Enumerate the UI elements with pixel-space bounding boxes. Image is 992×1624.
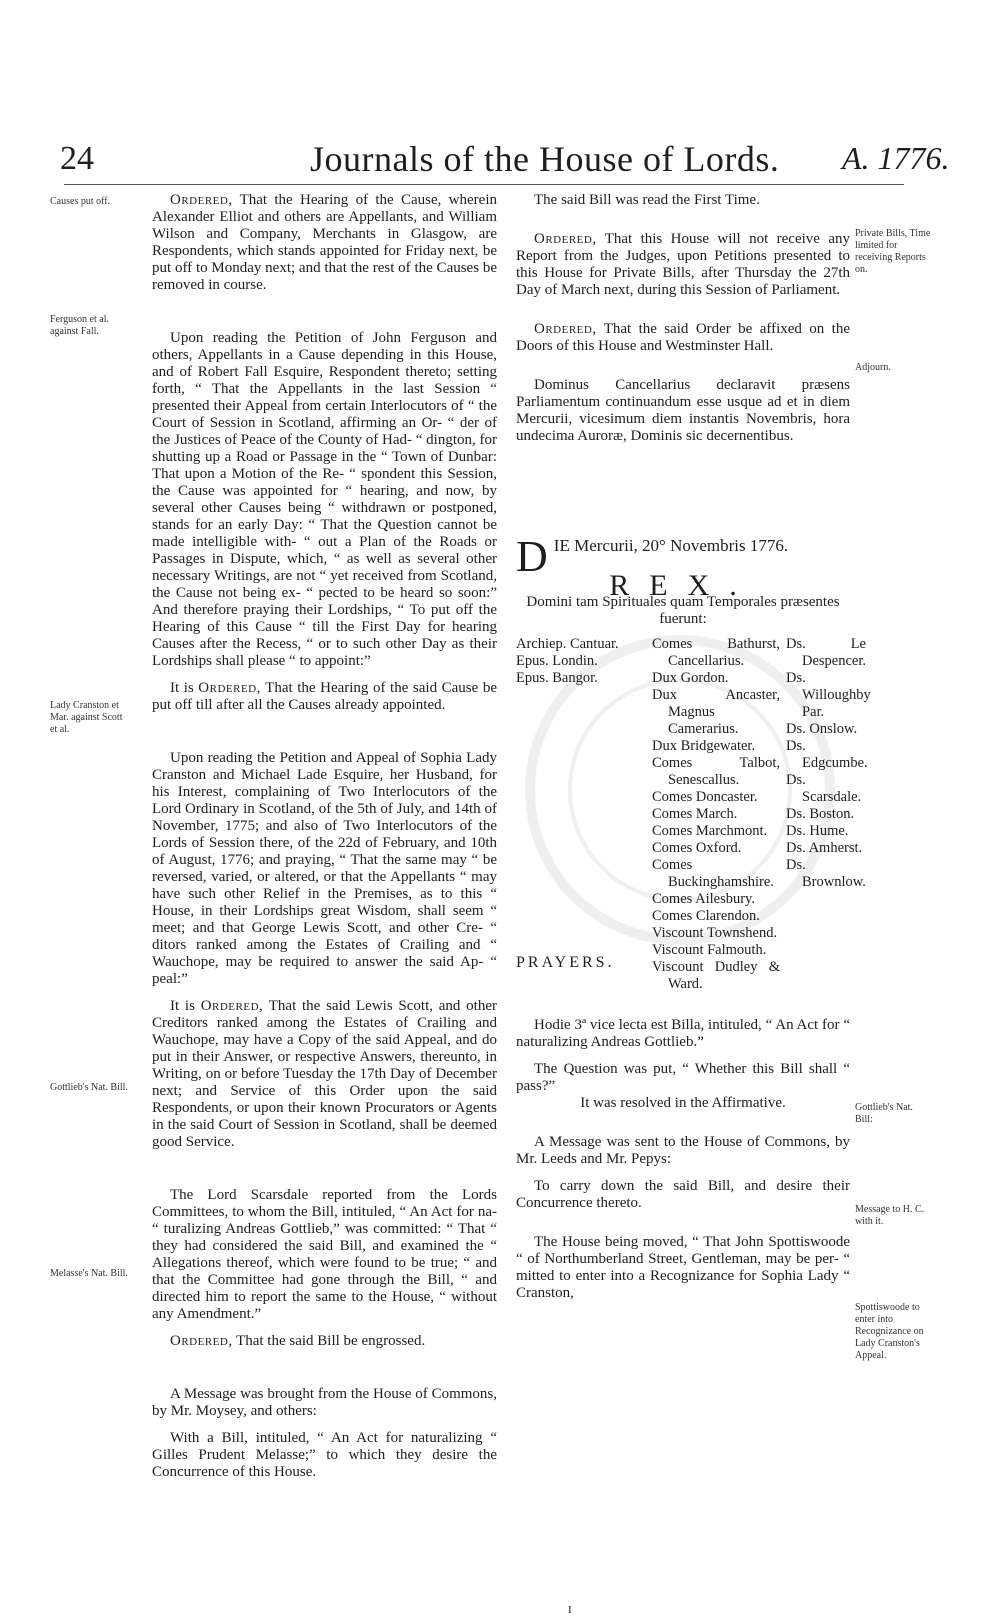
margin-note-ferguson: Ferguson et al. against Fall. — [50, 314, 109, 337]
member-name: Comes Clarendon. — [652, 908, 760, 924]
member-name: Comes Marchmont. — [652, 823, 768, 839]
signature-mark: I — [568, 1604, 572, 1616]
margin-note-causes: Causes put off. — [50, 196, 111, 207]
third-reading: Hodie 3ª vice lecta est Billa, intituled, “ An Act for “ naturalizing Andreas Gottlieb.” — [516, 1017, 850, 1050]
member-name: Ds. Amherst. — [786, 840, 863, 856]
members-spiritual — [516, 636, 648, 687]
journal-title: Journals of the House of Lords. — [310, 139, 780, 179]
margin-note-adjourn: Adjourn. — [855, 362, 891, 373]
member-name: Dux Bridgewater. — [652, 738, 756, 754]
member-name: Ds. Hume. — [786, 823, 849, 839]
margin-note-melasse: Melasse's Nat. Bill. — [50, 1268, 128, 1279]
scarsdale-report: The Lord Scarsdale reported from the Lords Committees, to whom the Bill, intituled, “ An Act for na- “ turalizing Andreas Gottlieb,” was committed: “ That “ they had considered the said Bill, and examined the “ Allegations thereof, which were found to be true; “ and that the Committee had gone through the Bill, “ and directed him to report the same to the House, “ without any Amendment.” — [152, 1187, 497, 1322]
member-name: Comes Buckinghamshire. — [652, 857, 774, 890]
ferguson-order: It is Ordered, That the Hearing of the said Cause be put off till after all the Causes already appointed. — [152, 680, 498, 713]
dropcap: D — [516, 532, 548, 581]
members-barons — [786, 636, 871, 891]
spottiswoode-motion: The House being moved, “ That John Spottiswoode “ of Northumberland Street, Gentleman, may be per- “ mitted to enter into a Recognizance for Sophia Lady “ Cranston, — [516, 1234, 850, 1301]
message-commons: A Message was brought from the House of Commons, by Mr. Moysey, and others: — [152, 1386, 497, 1419]
question-put: The Question was put, “ Whether this Bill shall “ pass?” — [516, 1061, 850, 1094]
private-bills-order: Ordered, That this House will not receive any Report from the Judges, upon Petitions presented to this House for Private Bills, after Thursday the 27th Day of March next, during this Session of Parliament. — [516, 231, 850, 298]
right-column — [516, 192, 871, 1302]
member-name: Comes Oxford. — [652, 840, 742, 856]
resolved: It was resolved in the Affirmative. — [580, 1095, 786, 1111]
rex-heading: REX. — [609, 569, 757, 602]
member-name: Dux Gordon. — [652, 670, 729, 686]
message-sent: A Message was sent to the House of Commons, by Mr. Leeds and Mr. Pepys: — [516, 1134, 850, 1167]
margin-note-cranston: Lady Cranston et Mar. against Scott et al. — [50, 700, 123, 735]
member-name: Ds. Edgcumbe. — [786, 738, 868, 771]
margin-note-gottlieb-right: Gottlieb's Nat. Bill: — [855, 1102, 913, 1125]
affix-order: Ordered, That the said Order be affixed on the Doors of this House and Westminster Hall. — [516, 321, 850, 354]
member-name: Comes Talbot, Senescallus. — [652, 755, 780, 788]
margin-note-spottiswoode: Spottiswoode to enter into Recognizance on Lady Cranston's Appeal. — [855, 1302, 924, 1361]
member-name: Archiep. Cantuar. — [516, 636, 619, 652]
day-heading: DIE Mercurii, 20° Novembris 1776. — [516, 532, 789, 581]
carry-down: To carry down the said Bill, and desire their Concurrence thereto. — [516, 1178, 850, 1211]
cranston-petition: Upon reading the Petition and Appeal of Sophia Lady Cranston and Michael Lade Esquire, her Husband, for his Interest, complaining of Two Interlocutors of the Lord Ordinary in Scotland, of the 5th of July, and 14th of November, 1775; and also of Two Interlocutors of the Lords of Session there, of the 22d of February, and 10th of August, 1776; and praying, “ That the same may “ be reversed, varied, or altered, or that the Appellants “ may have such other Relief in the Premises, as to this “ House, in their Lordships great Wisdom, shall seem “ meet; and that George Lewis Scott, and other Cre- “ ditors ranked among the Estates of Crailing and “ Wauchope, may be required to answer the said Ap- “ peal:” — [152, 750, 497, 987]
ferguson-petition: Upon reading the Petition of John Ferguson and others, Appellants in a Cause depending in this House, and of Robert Fall Esquire, Respondent thereto; setting forth, “ That the Appellants in the last Session “ presented their Appeal from certain Interlocutors of “ the Court of Session in Scotland, affirming an Or- “ der of the Justices of Peace of the County of Had- “ dington, for shutting up a Road or Passage in the “ Town of Dunbar: That upon a Motion of the Re- “ spondent this Session, the Cause was appointed for “ hearing, and now, by several other Causes being “ withdrawn or postponed, stands for an early Day: “ That the Question cannot be made intelligible with- “ out a Plan of the Roads or Passages in Dispute, which, “ as well as several other necessary Writings, are not “ yet received from Scotland, the Cause not being ex- “ pected to be heard so soon:” And therefore praying their Lordships, “ To put off the Hearing of this Cause “ till the First Day for hearing Causes after the Recess, “ or to such other Day as their Lordships shall please “ to appoint:” — [152, 330, 497, 669]
member-name: Epus. Londin. — [516, 653, 598, 669]
member-name: Comes March. — [652, 806, 738, 822]
member-name: Ds. Willoughby Par. — [786, 670, 871, 720]
member-name: Comes Ailesbury. — [652, 891, 755, 907]
member-name: Epus. Bangor. — [516, 670, 598, 686]
margin-note-gottlieb: Gottlieb's Nat. Bill. — [50, 1082, 128, 1093]
cranston-order: It is Ordered, That the said Lewis Scott, and other Creditors ranked among the Estates of Crailing and Wauchope, may have a Copy of the said Appeal, and do put in their Answer, or respective Answers, thereunto, in Writing, on or before Tuesday the 17th Day of December next; and Service of this Order upon the said Respondents, or upon their known Procurators or Agents in the said Court of Session in Scotland, shall be deemed good Service. — [152, 998, 497, 1150]
journal-year: A. 1776. — [842, 140, 950, 176]
first-reading: The said Bill was read the First Time. — [534, 192, 760, 208]
engross-order: Ordered, That the said Bill be engrossed. — [170, 1333, 426, 1349]
melasse-bill: With a Bill, intituled, “ An Act for naturalizing “ Gilles Prudent Melasse;” to which they desire the Concurrence of this House. — [152, 1430, 497, 1480]
page-number: 24 — [60, 140, 94, 177]
member-name: Viscount Townshend. — [652, 925, 778, 941]
member-name: Ds. Brownlow. — [786, 857, 866, 890]
member-name: Viscount Dudley & Ward. — [652, 959, 780, 992]
header-rule — [64, 184, 904, 185]
member-name: Viscount Falmouth. — [652, 942, 767, 958]
member-name: Ds. Onslow. — [786, 721, 858, 737]
member-name: Dux Ancaster, Magnus Camerarius. — [652, 687, 780, 737]
margin-note-private-bills: Private Bills, Time limited for receiving Reports on. — [855, 228, 931, 275]
order-paragraph: Ordered, That the Hearing of the Cause, wherein Alexander Elliot and others are Appellants, and William Wilson and Company, Merchants in Glasgow, are Respondents, which stands appointed for Friday next, be put off to Monday next; and that the rest of the Causes be removed in course. — [152, 192, 497, 293]
member-name: Ds. Scarsdale. — [786, 772, 862, 805]
member-name: Ds. Boston. — [786, 806, 855, 822]
members-earls — [652, 636, 780, 993]
domini-line: Domini tam Spirituales quam Temporales præsentes fuerunt: — [526, 594, 840, 627]
member-name: Ds. Le Despencer. — [786, 636, 867, 669]
member-name: Comes Bathurst, Cancellarius. — [652, 636, 780, 669]
left-column — [152, 192, 497, 1481]
adjournment: Dominus Cancellarius declaravit præsens Parliamentum continuandum esse usque ad et in diem Mercurii, vicesimum diem instantis Novembris, hora undecima Auroræ, Dominis sic decernentibus. — [516, 377, 850, 444]
margin-note-message: Message to H. C. with it. — [855, 1204, 925, 1227]
member-name: Comes Doncaster. — [652, 789, 758, 805]
prayers-heading: PRAYERS. — [516, 954, 615, 971]
